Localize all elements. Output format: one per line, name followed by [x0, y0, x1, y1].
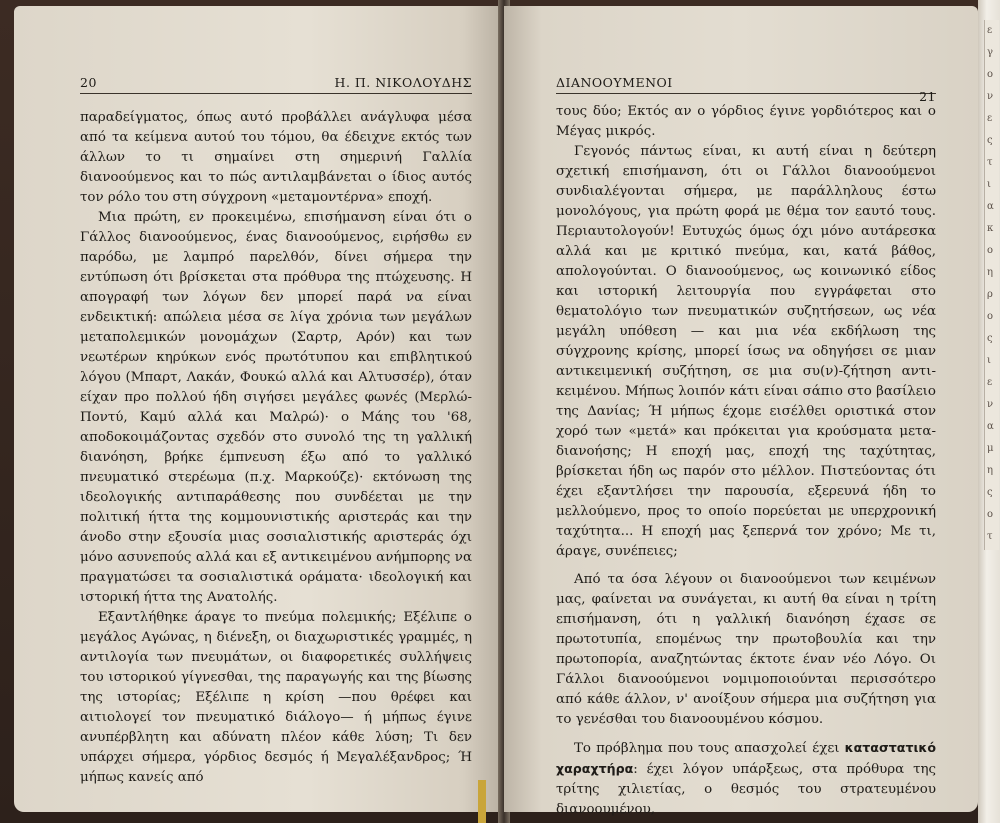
edge-glyph: η — [987, 267, 993, 278]
edge-glyph: ο — [987, 311, 994, 322]
left-page-body — [80, 108, 472, 788]
paragraph: παραδείγματος, όπως αυτό προβάλλει ανάγλυφα μέσα από τα κείμενα αυτού του τόμου, θα έδειχνε εκτός των άλλων το τι σημαίνει στη σημερινή Γαλλία διανοούμενος και το πώς αντιλαμβάνεται ο ίδιος αυτός τον ρόλο του στη σύγχρονη «μεταμοντέρνα» εποχή. — [80, 110, 472, 205]
paragraph: Από τα όσα λέγουν οι διανοούμενοι των κειμένων μας, φαίνεται να συνάγεται, κι αυτή θα είναι η τρίτη επισήμανση, ότι η γαλλική διανόηση έχασε σε πρωτοτυπία, επομένως την πρωτοβουλία και την πρωτοπορία, αναζητώντας έκτοτε έναν νέο Λόγο. Οι Γάλλοι διανοούμενοι νομιμοποιούνται περισσότερο από κάθε άλλον, ν' ανοίξουν σήμερα μια συζήτηση για το γενέσθαι του διανοουμένου κόσμου. — [556, 572, 936, 727]
bold-phrase: καταστατικό χαραχτήρα — [556, 740, 936, 776]
paragraph: Γεγονός πάντως είναι, κι αυτή είναι η δεύτερη σχετική επισήμανση, ότι οι Γάλλοι διανοούμενοι συνδιαλέγονται σήμερα, με παράλληλους έστω μονολόγους, για πρώτη φορά με θέμα τον εαυτό τους. Περιαυτολογούν! Ευτυχώς όμως όχι μόνο αυτάρεσκα αλλά και με κριτικό πνεύμα, και, κατά βάθος, απολογούνται. Ο διανοούμενος, ως κοινωνικό είδος και ιστορική λειτουργία που εγγράφεται στο θεματολόγιο των πνευματικών συζητήσεων, ως νέα μεγάλη υπόθεση — και μια νέα εκδήλωση της σύγχρονης κρίσης, μπορεί ίσως να οδηγήσει σε μιαν αντικειμενική συζήτηση, σε μια συ(ν)-ζήτηση αντι-κειμένου. Μήπως λοιπόν κάτι είναι σάπιο στο βασίλειο της Δανίας; Ή μήπως έχομε εισέλθει οριστικά στον χορό των «μετά» και πρόκειται για κρούσματα μετα-διανοήσης; Η εποχή μας, εποχή της ταχύτητας, βρίσκεται ήδη ως παρόν στο μέλλον. Πιστεύοντας ότι έχει εξαντλήσει την παρουσία, εξερευνά ήδη το μελλούμενο, προς το οποίο πορεύεται με υπερχρονική ταχύτητα... Η εποχή μας ξεπερνά τον χρόνο; Με τι, άραγε, συνέπειες; — [556, 144, 936, 559]
paragraph: Εξαντλήθηκε άραγε το πνεύμα πολεμικής; Εξέλιπε ο μεγάλος Αγώνας, η διένεξη, οι διαχωριστικές γραμμές, η αντιλογία των πνευμάτων, οι διαφορετικές συλλήψεις του ιστορικού γίγνεσθαι, της παραγωγής και της βίωσης της ιστορίας; Εξέλιπε η κρίση —που θρέφει και αιτιολογεί τον πνευματικό διάλογο— ή μήπως έγινε ανυπέρβλητη και αδύνατη πλέον κάθε λύση; Τι δεν υπάρχει σήμερα, γόρδιος δεσμός ή Μεγαλέξανδρος; Ή μήπως κανείς από — [80, 610, 472, 785]
edge-glyph: ε — [987, 25, 993, 36]
edge-glyph: τ — [987, 157, 993, 168]
paragraph: τους δύο; Εκτός αν ο γόρδιος έγινε γορδιότερος και ο Μέγας μικρός. — [556, 104, 936, 139]
edge-glyph: η — [987, 465, 993, 476]
page-number-left: 20 — [80, 75, 97, 90]
adjacent-page-strip — [984, 20, 999, 550]
page-number-right: 21 — [919, 89, 936, 104]
edge-glyph: μ — [987, 443, 994, 454]
edge-glyph: ι — [987, 179, 991, 190]
edge-glyph: α — [987, 421, 994, 432]
edge-glyph: ς — [987, 487, 993, 498]
running-head-title: ΔΙΑΝΟΟΥΜΕΝΟΙ — [556, 75, 673, 90]
edge-glyph: α — [987, 201, 994, 212]
edge-glyph: ε — [987, 113, 993, 124]
right-page-body — [556, 102, 936, 820]
edge-glyph: τ — [987, 531, 993, 542]
edge-glyph: ν — [987, 91, 994, 102]
right-page — [504, 6, 978, 817]
edge-glyph: ν — [987, 399, 994, 410]
edge-glyph: ο — [987, 509, 994, 520]
running-head-author: Η. Π. ΝΙΚΟΛΟΥΔΗΣ — [334, 75, 472, 90]
edge-glyph: ε — [987, 377, 993, 388]
edge-glyph: ς — [987, 333, 993, 344]
edge-glyph: ι — [987, 355, 991, 366]
paragraph — [556, 738, 936, 820]
paragraph: Μια πρώτη, εν προκειμένω, επισήμανση είναι ότι ο Γάλλος διανοούμενος, ένας διανοούμενος, ειρήσθω εν παρόδω, με λαμπρό παρελθόν, δίνει σήμερα την εντύπωση ότι βρίσκεται στα πρόθυρα της πτώχευσης. Η απογραφή των λόγων δεν μπορεί παρά να είναι ενδεικτική: απώλεια μέσα σε λίγα χρόνια των μεγάλων μεταπολεμικών μονομάχων (Σαρτρ, Αρόν) και των νεωτέρων κηρύκων ενός πρωτότυπου και επιβλητικού λόγου (Μπαρτ, Λακάν, Φουκώ αλλά και Αλτυσσέρ), όταν είχαν προ πολλού ήδη σιγήσει μεγάλες φωνές (Μερλώ-Ποντύ, Καμύ αλλά και Μαλρώ)· ο Μάης του '68, αποδοκοιμάζοντας σχεδόν στο συνολό της τη γαλλική διανόηση, βρήκε έμπνευση έξω από το γαλλικό πνευματικό στερέωμα (π.χ. Μαρκούζε)· εκτόνωση της ιδεολογικής αντιπαράθεσης που συνδέεται με την πολιτική ήττα της κομμουνιστικής αριστεράς και την άνοδο στην εξουσία μιας σοσιαλιστικής αριστεράς όχι μόνο ασυνεπούς αλλά και εξ αντικειμένου ανήμπορης να πραγματώσει τα σοσιαλιστικά οράματα· ιδεολογική και ιστορική ήττα της Ανατολής. — [80, 210, 472, 605]
edge-glyph: ο — [987, 69, 994, 80]
edge-glyph: γ — [987, 47, 993, 58]
left-page — [14, 6, 502, 812]
right-page-header — [556, 74, 936, 104]
edge-glyph: ρ — [987, 289, 993, 300]
edge-glyph: ο — [987, 245, 994, 256]
paragraph-text: : έχει λόγον υπάρξεως, στα πρόθυρα της τρίτης χιλιετίας, ο θεσμός του στρατευμένου διανοουμένου, — [556, 762, 936, 817]
left-page-header — [80, 74, 472, 94]
bookmark-ribbon — [478, 780, 486, 823]
edge-glyph: κ — [987, 223, 994, 234]
paragraph-text: Το πρόβλημα που τους απασχολεί έχει — [574, 741, 845, 756]
edge-glyph: ς — [987, 135, 993, 146]
adjacent-book-edge — [978, 0, 1000, 823]
